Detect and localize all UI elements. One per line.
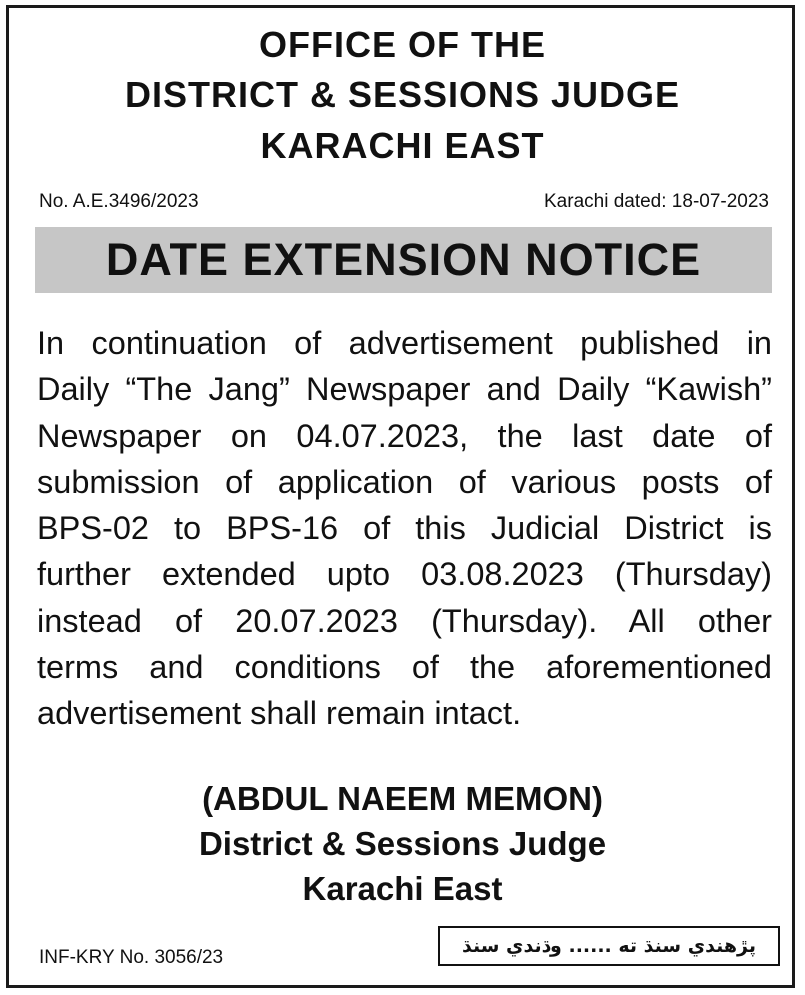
- body-line: Newspaper on 04.07.2023, the last date of: [37, 417, 772, 454]
- body-line: further extended upto 03.08.2023 (Thursday): [37, 556, 772, 593]
- inf-number: INF-KRY No. 3056/23: [39, 947, 224, 968]
- body-line: BPS-02 to BPS-16 of this Judicial District is: [37, 510, 772, 547]
- reference-date: Karachi dated: 18-07-2023: [544, 191, 769, 212]
- signatory-designation: District & Sessions Judge: [198, 825, 607, 862]
- reference-number: No. A.E.3496/2023: [39, 191, 199, 212]
- office-title-line-2: DISTRICT & SESSIONS JUDGE: [124, 74, 681, 115]
- body-line: Daily “The Jang” Newspaper and Daily “Kawish”: [37, 371, 772, 408]
- notice-body: [37, 320, 772, 737]
- body-line: advertisement shall remain intact.: [37, 695, 522, 732]
- office-title-line-1: OFFICE OF THE: [259, 24, 546, 65]
- office-title-line-3: KARACHI EAST: [260, 125, 545, 166]
- sindhi-stamp: پڙهندي سنڌ ته ...... وڌندي سنڌ: [438, 926, 780, 966]
- notice-title: DATE EXTENSION NOTICE: [35, 227, 772, 293]
- signatory-location: Karachi East: [302, 870, 503, 907]
- body-line: instead of 20.07.2023 (Thursday). All other: [37, 602, 772, 639]
- body-line: terms and conditions of the aforementioned: [37, 649, 772, 686]
- body-line: In continuation of advertisement published in: [37, 325, 772, 361]
- body-line: submission of application of various posts of: [37, 463, 772, 500]
- signatory-name: (ABDUL NAEEM MEMON): [202, 780, 603, 817]
